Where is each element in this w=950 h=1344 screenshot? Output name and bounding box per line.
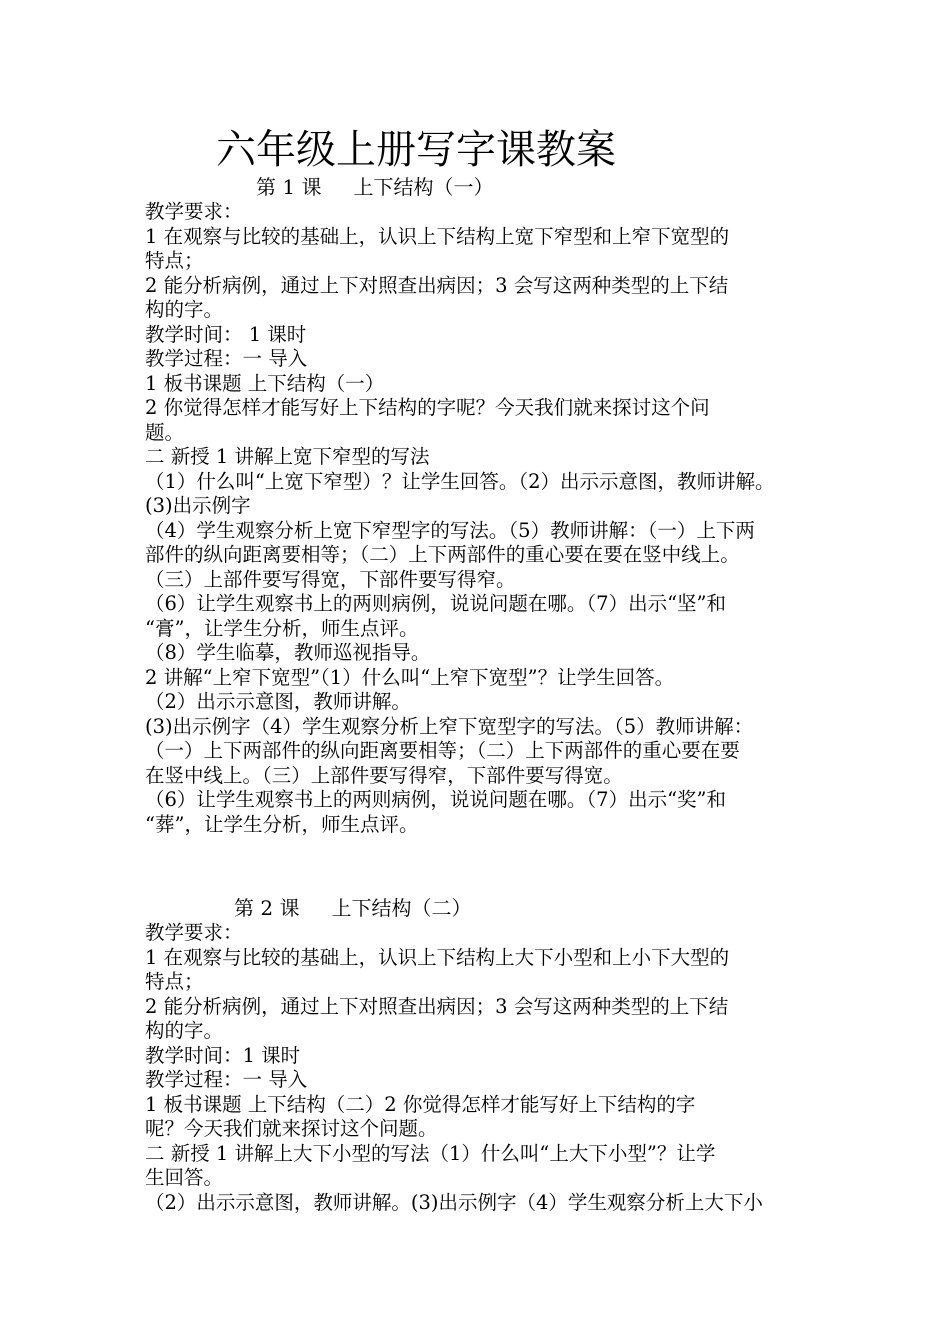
text-line: 二 新授 1 讲解上大下小型的写法（1）什么叫“上大下小型”？让学: [145, 1141, 716, 1165]
text-line: “葬”，让学生分析，师生点评。: [145, 812, 419, 836]
text-line: （6）让学生观察书上的两则病例，说说问题在哪。（7）出示“奖”和: [145, 788, 727, 811]
text-line: 构的字。: [145, 298, 224, 321]
lesson-2-heading: [234, 896, 471, 920]
lesson-2-name: 上下结构（二）: [331, 896, 472, 920]
lesson-1-name: 上下结构（一）: [353, 175, 494, 199]
text-line: 题。: [145, 420, 185, 444]
lesson-1-body: [145, 200, 815, 837]
text-line: （4）学生观察分析上宽下窄型字的写法。（5）教师讲解：（一）上下两: [145, 518, 755, 542]
text-line: 2 讲解“上窄下宽型”（1）什么叫“上窄下宽型”？让学生回答。: [145, 665, 675, 689]
lesson-2-body: [145, 921, 815, 1215]
text-line: 教学时间： 1 课时: [145, 322, 307, 346]
text-line: （三）上部件要写得宽，下部件要写得窄。: [145, 567, 516, 591]
lesson-2-number: 第 2 课: [234, 896, 300, 920]
text-line: 2 能分析病例，通过上下对照查出病因；3 会写这两种类型的上下结: [145, 994, 729, 1018]
text-line: （8）学生临摹，教师巡视指导。: [145, 641, 431, 664]
document-title: 六年级上册写字课教案: [216, 127, 616, 173]
text-line: （1）什么叫“上宽下窄型）？让学生回答。（2）出示示意图，教师讲解。: [145, 469, 775, 493]
text-line: 呢？今天我们就来探讨这个问题。: [145, 1117, 438, 1140]
text-line: 教学时间：1 课时: [145, 1043, 301, 1067]
text-line: 教学过程：一 导入: [145, 1068, 308, 1091]
text-line: 部件的纵向距离要相等；（二）上下两部件的重心要在要在竖中线上。: [145, 543, 740, 566]
text-line: 2 你觉得怎样才能写好上下结构的字呢？今天我们就来探讨这个问: [145, 396, 710, 419]
text-line: (3)出示例字（4）学生观察分析上窄下宽型字的写法。（5）教师讲解：: [145, 714, 754, 738]
text-line: 教学要求：: [145, 200, 243, 223]
text-line: 1 板书课题 上下结构（一）: [145, 371, 385, 395]
text-line: 构的字。: [145, 1019, 224, 1042]
text-line: 特点；: [145, 249, 204, 272]
lesson-1-number: 第 1 课: [256, 175, 322, 199]
text-line: 教学过程：一 导入: [145, 347, 308, 370]
text-line: （一）上下两部件的纵向距离要相等；（二）上下两部件的重心要在要: [145, 739, 740, 762]
text-line: 1 在观察与比较的基础上，认识上下结构上宽下窄型和上窄下宽型的: [145, 224, 730, 248]
text-line: 生回答。: [145, 1166, 224, 1189]
text-line: “膏”，让学生分析，师生点评。: [145, 616, 419, 640]
text-line: 1 板书课题 上下结构（二）2 你觉得怎样才能写好上下结构的字: [145, 1092, 696, 1116]
text-line: (3)出示例字: [145, 494, 251, 517]
text-line: 在竖中线上。（三）上部件要写得窄，下部件要写得宽。: [145, 763, 623, 787]
text-line: 二 新授 1 讲解上宽下窄型的写法: [145, 445, 430, 468]
text-line: 教学要求：: [145, 921, 243, 944]
text-line: 特点；: [145, 970, 204, 993]
text-line: 2 能分析病例，通过上下对照查出病因；3 会写这两种类型的上下结: [145, 273, 729, 297]
text-line: （6）让学生观察书上的两则病例，说说问题在哪。（7）出示“坚”和: [145, 592, 727, 615]
text-line: （2）出示示意图，教师讲解。(3)出示例字（4）学生观察分析上大下小: [145, 1190, 763, 1214]
lesson-1-heading: [256, 175, 493, 199]
text-line: 1 在观察与比较的基础上，认识上下结构上大下小型和上小下大型的: [145, 945, 730, 969]
text-line: （2）出示示意图，教师讲解。: [145, 690, 411, 713]
